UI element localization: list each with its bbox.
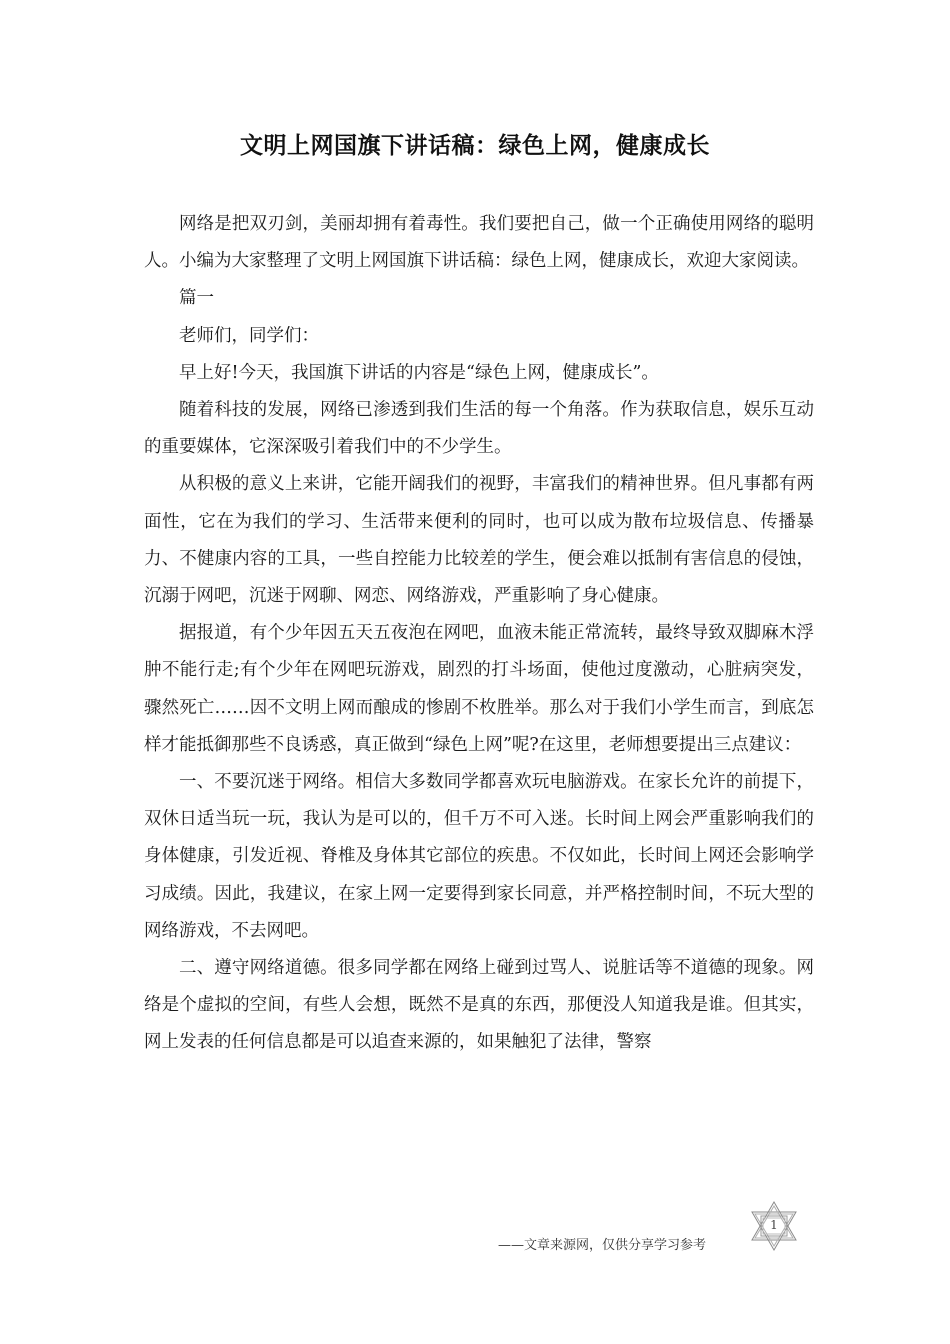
paragraph-intro: 网络是把双刃剑，美丽却拥有着毒性。我们要把自己，做一个正确使用网络的聪明人。小编为大家整理了文明上网国旗下讲话稿：绿色上网，健康成长，欢迎大家阅读。: [144, 214, 814, 272]
paragraph-two-sides: 从积极的意义上来讲，它能开阔我们的视野，丰富我们的精神世界。但凡事都有两面性，它在为我们的学习、生活带来便利的同时，也可以成为散布垃圾信息、传播暴力、不健康内容的工具，一些自控能力比较差的学生，便会难以抵制有害信息的侵蚀，沉溺于网吧，沉迷于网聊、网恋、网络游戏，严重影响了身心健康。: [144, 474, 814, 607]
page-number: 1: [770, 1218, 778, 1232]
document-body: [144, 206, 814, 1062]
paragraph-advice-two: 二、遵守网络道德。很多同学都在网络上碰到过骂人、说脏话等不道德的现象。网络是个虚拟的空间，有些人会想，既然不是真的东西，那便没人知道我是谁。但其实，网上发表的任何信息都是可以追查来源的，如果触犯了法律，警察: [144, 958, 814, 1053]
paragraph-advice-one: 一、不要沉迷于网络。相信大多数同学都喜欢玩电脑游戏。在家长允许的前提下，双休日适当玩一玩，我认为是可以的，但千万不可入迷。长时间上网会严重影响我们的身体健康，引发近视、脊椎及身体其它部位的疾患。不仅如此，长时间上网还会影响学习成绩。因此，我建议，在家上网一定要得到家长同意，并严格控制时间，不玩大型的网络游戏，不去网吧。: [144, 772, 814, 941]
paragraph-reports: 据报道，有个少年因五天五夜泡在网吧，血液未能正常流转，最终导致双脚麻木浮肿不能行走;有个少年在网吧玩游戏，剧烈的打斗场面，使他过度激动，心脏病突发，骤然死亡……因不文明上网而酿成的惨剧不枚胜举。那么对于我们小学生而言，到底怎样才能抵御那些不良诱惑，真正做到“绿色上网”呢?在这里，老师想要提出三点建议：: [144, 623, 814, 755]
paragraph-opening: 早上好!今天，我国旗下讲话的内容是“绿色上网，健康成长”。: [179, 362, 659, 383]
footer-source-note: ——文章来源网，仅供分享学习参考: [498, 1238, 707, 1253]
paragraph-greeting: 老师们，同学们：: [179, 325, 319, 346]
paragraph-technology: 随着科技的发展，网络已渗透到我们生活的每一个角落。作为获取信息，娱乐互动的重要媒体，它深深吸引着我们中的不少学生。: [144, 400, 814, 458]
document-title: 文明上网国旗下讲话稿：绿色上网，健康成长: [240, 133, 710, 159]
paragraph-section-label: 篇一: [179, 288, 214, 309]
